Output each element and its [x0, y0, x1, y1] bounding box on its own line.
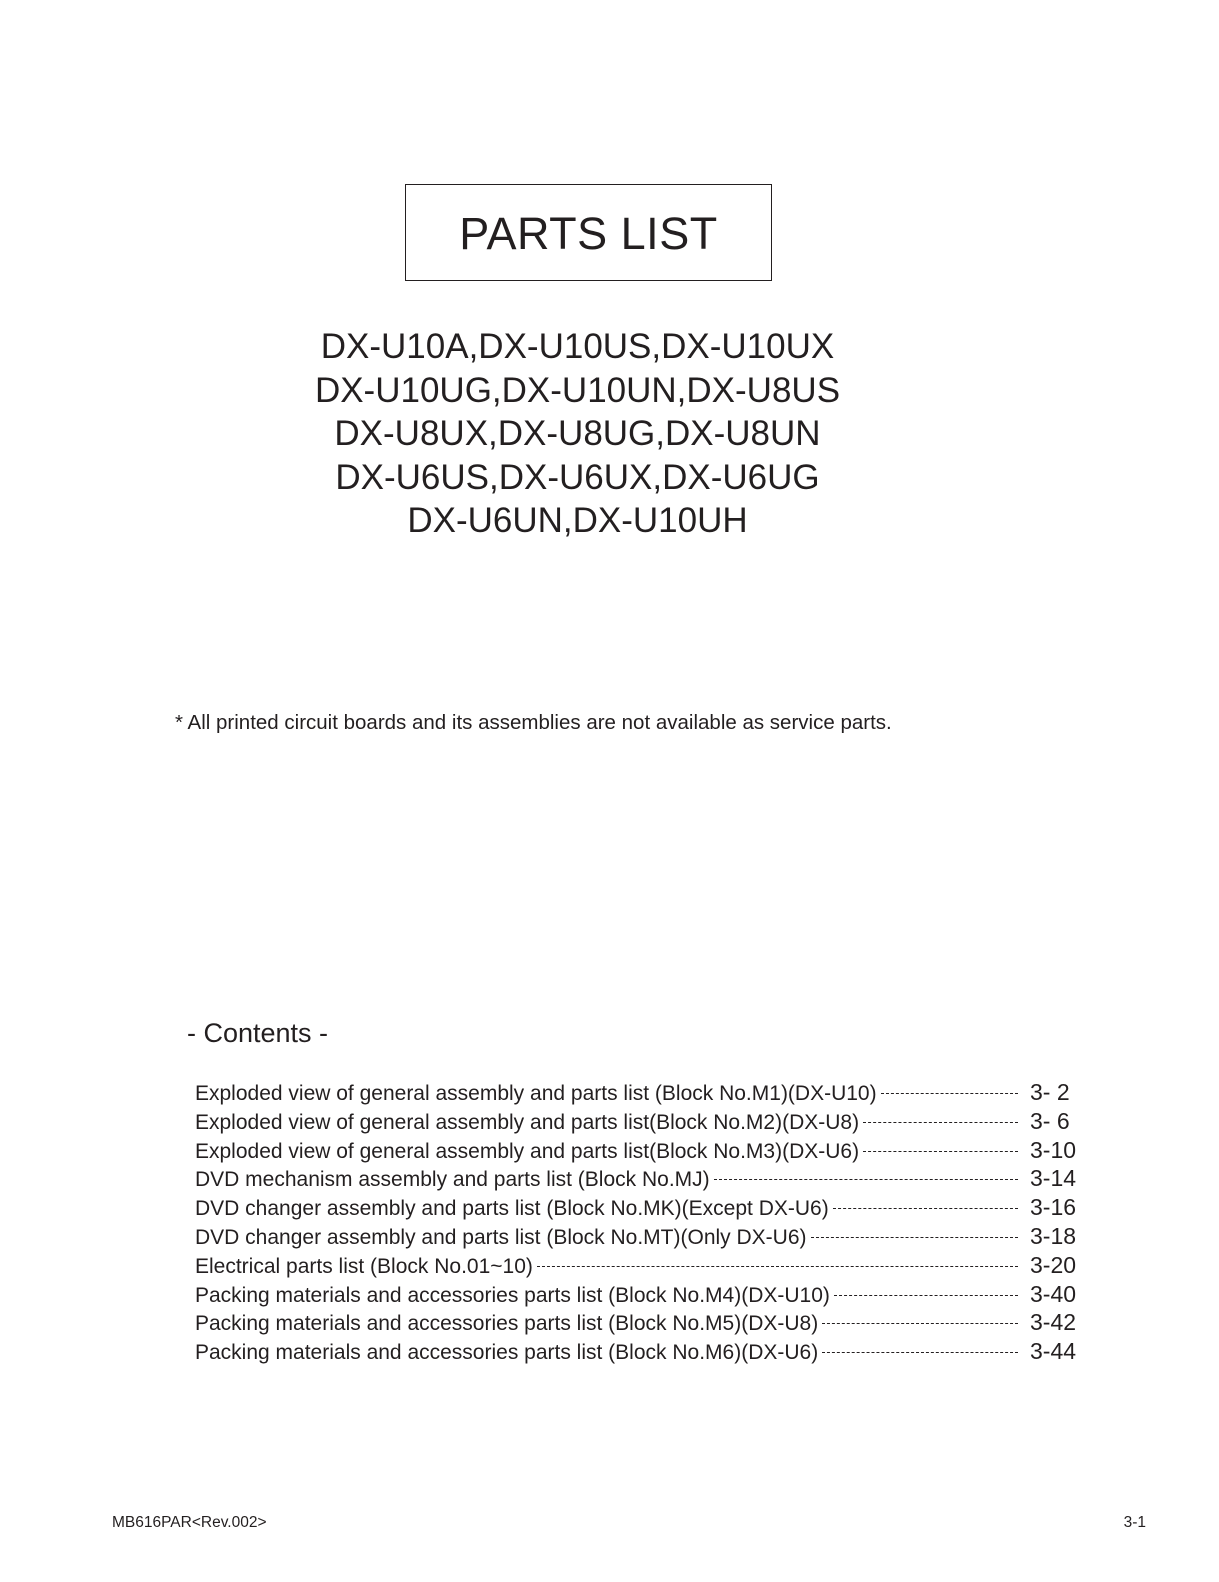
- toc-entry-label: Packing materials and accessories parts list (Block No.M5)(DX-U8): [195, 1312, 819, 1336]
- model-line: DX-U6US,DX-U6UX,DX-U6UG: [335, 457, 820, 497]
- toc-entry-page: 3-44: [1030, 1338, 1077, 1365]
- toc-entry-page: 3-16: [1030, 1194, 1077, 1221]
- toc-entry-label: DVD changer assembly and parts list (Block No.MT)(Only DX-U6): [195, 1225, 807, 1249]
- toc-entry-label: DVD mechanism assembly and parts list (Block No.MJ): [195, 1168, 710, 1192]
- toc-entry[interactable]: [195, 1252, 1082, 1281]
- title-box: [405, 184, 772, 281]
- toc-entry-label: Packing materials and accessories parts list (Block No.M6)(DX-U6): [195, 1341, 819, 1365]
- toc-entry-label: Exploded view of general assembly and parts list (Block No.M1)(DX-U10): [195, 1082, 877, 1105]
- toc-entry-label: DVD changer assembly and parts list (Block No.MK)(Except DX-U6): [195, 1197, 829, 1221]
- toc-entry-label: Exploded view of general assembly and parts list(Block No.M2)(DX-U8): [195, 1110, 860, 1134]
- document-id: MB616PAR<Rev.002>: [112, 1514, 267, 1531]
- contents-heading: - Contents -: [187, 1018, 329, 1048]
- dotted-leader: [833, 1208, 1018, 1209]
- model-list: [200, 325, 955, 543]
- toc-entry-page: 3- 2: [1030, 1079, 1070, 1105]
- toc-entry-label: Electrical parts list (Block No.01~10): [195, 1254, 533, 1278]
- dotted-leader: [881, 1093, 1018, 1094]
- dotted-leader: [537, 1266, 1018, 1267]
- toc-entry[interactable]: [195, 1079, 1082, 1108]
- toc-entry[interactable]: [195, 1165, 1082, 1194]
- dotted-leader: [822, 1352, 1018, 1353]
- toc-entry-page: 3- 6: [1030, 1107, 1070, 1134]
- toc-entry-page: 3-42: [1030, 1309, 1077, 1336]
- page-title: PARTS LIST: [459, 207, 718, 259]
- dotted-leader: [863, 1122, 1018, 1123]
- toc-entry-page: 3-18: [1030, 1222, 1077, 1249]
- service-parts-notice: * All printed circuit boards and its assemblies are not available as service parts.: [175, 711, 892, 734]
- table-of-contents: [195, 1079, 1082, 1367]
- toc-entry[interactable]: [195, 1281, 1082, 1310]
- toc-entry-page: 3-10: [1030, 1136, 1077, 1163]
- toc-entry-page: 3-14: [1030, 1165, 1077, 1192]
- toc-entry[interactable]: [195, 1309, 1082, 1338]
- model-line: DX-U10A,DX-U10US,DX-U10UX: [320, 327, 835, 366]
- page-number: 3-1: [1123, 1514, 1146, 1531]
- model-line: DX-U6UN,DX-U10UH: [407, 501, 748, 540]
- toc-entry-page: 3-20: [1030, 1251, 1077, 1278]
- dotted-leader: [714, 1179, 1018, 1180]
- toc-entry-label: Packing materials and accessories parts list (Block No.M4)(DX-U10): [195, 1283, 830, 1307]
- toc-entry-label: Exploded view of general assembly and parts list(Block No.M3)(DX-U6): [195, 1139, 860, 1163]
- toc-entry[interactable]: [195, 1194, 1082, 1223]
- toc-entry[interactable]: [195, 1223, 1082, 1252]
- model-line: DX-U8UX,DX-U8UG,DX-U8UN: [334, 414, 821, 453]
- dotted-leader: [863, 1151, 1018, 1152]
- toc-entry[interactable]: [195, 1137, 1082, 1166]
- dotted-leader: [822, 1323, 1018, 1324]
- dotted-leader: [834, 1295, 1018, 1296]
- toc-entry[interactable]: [195, 1338, 1082, 1367]
- toc-entry[interactable]: [195, 1108, 1082, 1137]
- toc-entry-page: 3-40: [1030, 1280, 1077, 1307]
- model-line: DX-U10UG,DX-U10UN,DX-U8US: [314, 370, 841, 410]
- dotted-leader: [811, 1237, 1018, 1238]
